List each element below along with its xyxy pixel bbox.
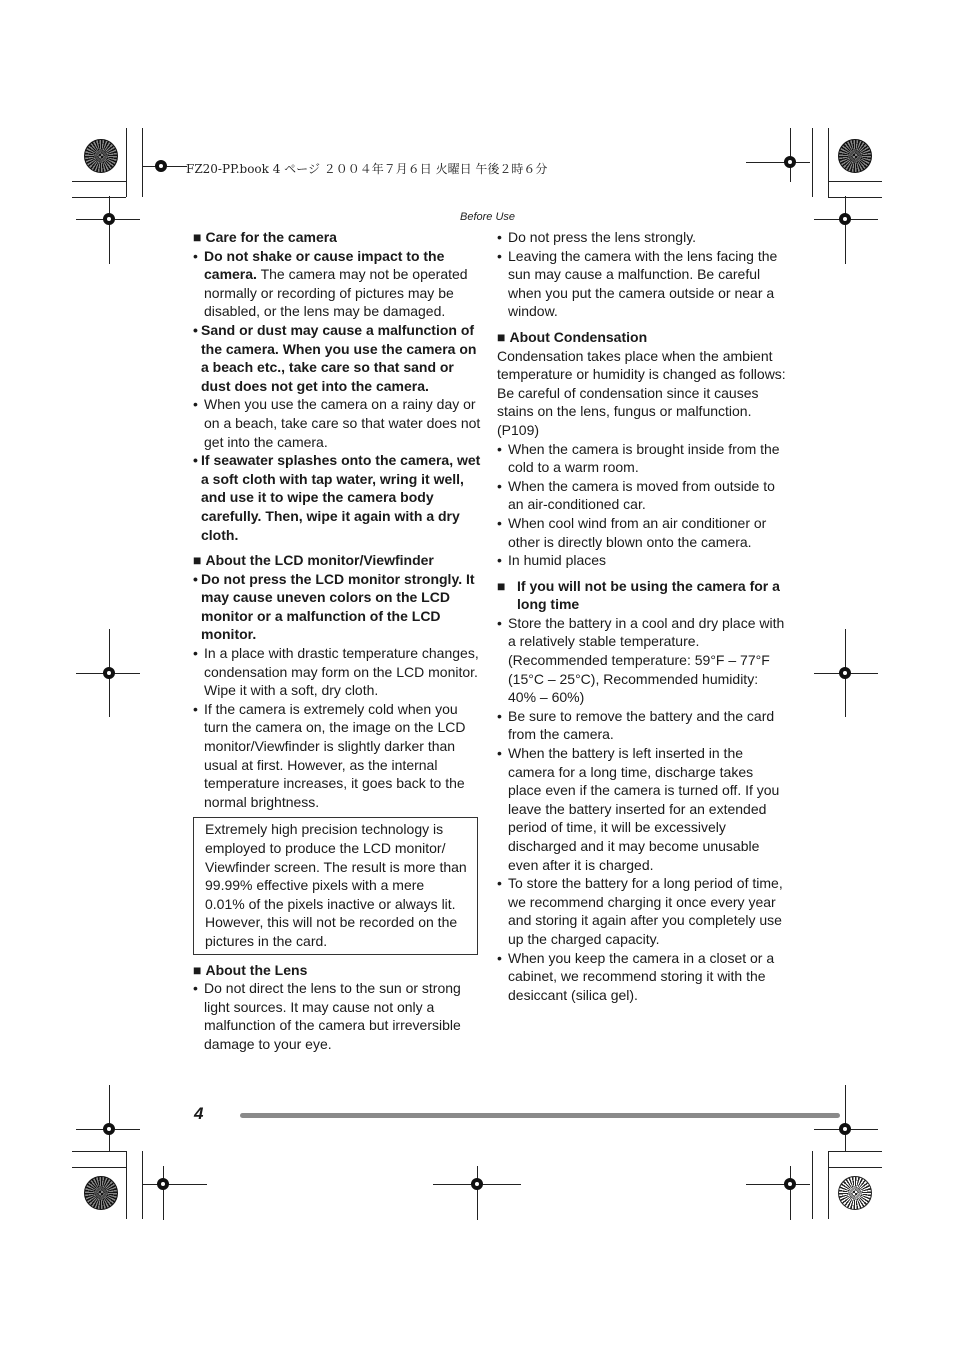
registration-target-icon	[152, 1173, 174, 1195]
registration-target-icon	[466, 1173, 488, 1195]
bullet-icon: •	[497, 875, 502, 892]
registration-rosette-icon	[84, 1176, 118, 1210]
registration-rosette-icon	[838, 139, 872, 173]
right-column	[497, 228, 787, 1004]
crop-line	[828, 1167, 882, 1168]
bullet-icon: •	[193, 247, 198, 264]
heading-about-lens: ■ About the Lens	[193, 961, 308, 978]
heading-long-time-storage: ■ If you will not be using the camera for a long time	[497, 577, 780, 613]
bullet-icon: •	[497, 552, 502, 569]
crop-line	[126, 128, 127, 197]
registration-target-icon	[779, 151, 801, 173]
crop-line	[828, 128, 829, 197]
list-item: • When cool wind from an air conditioner or other is directly blown onto the camera.	[497, 514, 767, 550]
registration-rosette-icon	[838, 1176, 872, 1210]
bullet-icon: •	[193, 700, 198, 717]
registration-rosette-icon	[84, 139, 118, 173]
bullet-icon: •	[497, 247, 502, 264]
bullet-icon: •	[497, 477, 502, 494]
bullet-icon: •	[497, 745, 502, 762]
heading-about-condensation: ■ About Condensation	[497, 328, 648, 345]
crop-line	[828, 1151, 882, 1152]
crop-line	[845, 196, 846, 264]
bullet-icon: •	[193, 396, 198, 413]
condensation-intro: Condensation takes place when the ambient temperature or humidity is changed as follows:	[497, 347, 786, 383]
crop-line	[142, 1151, 143, 1219]
square-bullet-icon: ■	[497, 328, 506, 345]
crop-line	[72, 197, 126, 198]
left-column	[193, 228, 483, 1054]
bullet-icon: •	[193, 570, 198, 587]
list-item: • If the camera is extremely cold when you turn the camera on, the image on the LCD monitor/Viewfinder is slightly darker than usual at first. However, as the internal temperature increases, it goes back to the normal brightness.	[193, 700, 466, 810]
list-item: • Sand or dust may cause a malfunction of the camera. When you use the camera on a beach etc., take care so that sand or dust does not get into the camera.	[193, 321, 477, 394]
crop-line	[828, 1151, 829, 1219]
registration-target-icon	[98, 1118, 120, 1140]
note-box: Extremely high precision technology is employed to produce the LCD monitor/ Viewfinder screen. The result is more than 99.99% effective pixels with a mere 0.01% of the pixels inactive or always lit. However, this will not be recorded on the pictures in the card.	[193, 817, 478, 954]
section-label: Before Use	[460, 211, 516, 223]
bullet-icon: •	[193, 452, 198, 469]
crop-line	[72, 181, 126, 182]
bullet-icon: •	[193, 321, 198, 338]
heading-care-for-camera: ■ Care for the camera	[193, 229, 337, 245]
bullet-icon: •	[193, 980, 198, 997]
list-item: • To store the battery for a long period of time, we recommend charging it once every year and storing it again after you completely use up the charged capacity.	[497, 875, 783, 947]
crop-line	[828, 197, 882, 198]
heading-lcd-monitor: ■ About the LCD monitor/Viewfinder	[193, 552, 434, 569]
list-item: • Leaving the camera with the lens facing the sun may cause a malfunction. Be careful when you put the camera outside or near a window.	[497, 247, 778, 320]
list-item: • Do not press the LCD monitor strongly. It may cause uneven colors on the LCD monitor or a malfunction of the LCD monitor.	[193, 570, 475, 643]
list-item: • When the camera is brought inside from the cold to a warm room.	[497, 440, 780, 476]
crop-line	[72, 1151, 126, 1152]
list-item: • Do not shake or cause impact to the camera. The camera may not be operated normally or recording of pictures may be disabled, or the lens may be damaged.	[193, 247, 468, 320]
registration-target-icon	[834, 1118, 856, 1140]
crop-line	[828, 181, 882, 182]
bullet-icon: •	[497, 229, 502, 245]
registration-target-icon	[98, 208, 120, 230]
print-file-header: FZ20-PP.book 4 ページ ２００４年７月６日 火曜日 午後２時６分	[186, 162, 548, 176]
list-item: • Be sure to remove the battery and the card from the camera.	[497, 707, 775, 743]
list-item: • If seawater splashes onto the camera, wet a soft cloth with tap water, wring it well, and use it to wipe the camera body carefully. Then, wipe it again with a dry cloth.	[193, 452, 481, 543]
bullet-icon: •	[497, 614, 502, 631]
crop-line	[72, 1167, 126, 1168]
bullet-icon: •	[497, 514, 502, 531]
page-footer-bar	[240, 1113, 840, 1118]
condensation-warning: Be careful of condensation since it causes stains on the lens, fungus or malfunction. (P109)	[497, 384, 759, 438]
list-item: • Store the battery in a cool and dry place with a relatively stable temperature. (Recommended temperature: 59°F – 77°F (15°C – 25°C), Recommended humidity: 40% – 60%)	[497, 614, 785, 706]
registration-target-icon	[834, 208, 856, 230]
crop-line	[109, 196, 110, 264]
bullet-icon: •	[193, 645, 198, 662]
list-item: • When you use the camera on a rainy day or on a beach, take care so that water does not get into the camera.	[193, 396, 481, 450]
registration-target-icon	[834, 662, 856, 684]
square-bullet-icon: ■	[497, 577, 506, 594]
bullet-icon: •	[497, 949, 502, 966]
page-number: 4	[194, 1104, 204, 1123]
registration-target-icon	[779, 1173, 801, 1195]
bullet-icon: •	[497, 440, 502, 457]
list-item: • Do not press the lens strongly.	[497, 229, 697, 245]
crop-line	[812, 128, 813, 197]
crop-line	[142, 128, 143, 197]
square-bullet-icon: ■	[193, 552, 202, 569]
list-item: • When you keep the camera in a closet or a cabinet, we recommend storing it with the desiccant (silica gel).	[497, 949, 775, 1003]
list-item: • Do not direct the lens to the sun or strong light sources. It may cause not only a malfunction of the camera but irreversible damage to your eye.	[193, 980, 461, 1052]
square-bullet-icon: ■	[193, 961, 202, 978]
list-item: • When the battery is left inserted in the camera for a long time, discharge takes place even if the camera is turned off. If you leave the battery inserted for an extended period of time, it will be excessively discharged and it may become unusable even after it is charged.	[497, 745, 780, 873]
list-item: • When the camera is moved from outside to an air-conditioned car.	[497, 477, 775, 513]
registration-target-icon	[98, 662, 120, 684]
square-bullet-icon: ■	[193, 229, 202, 245]
list-item: • In humid places	[497, 552, 607, 569]
registration-target-icon	[150, 155, 172, 177]
bullet-icon: •	[497, 707, 502, 724]
crop-line	[126, 1151, 127, 1219]
crop-line	[812, 1151, 813, 1219]
list-item: • In a place with drastic temperature changes, condensation may form on the LCD monitor. Wipe it with a soft, dry cloth.	[193, 645, 479, 699]
